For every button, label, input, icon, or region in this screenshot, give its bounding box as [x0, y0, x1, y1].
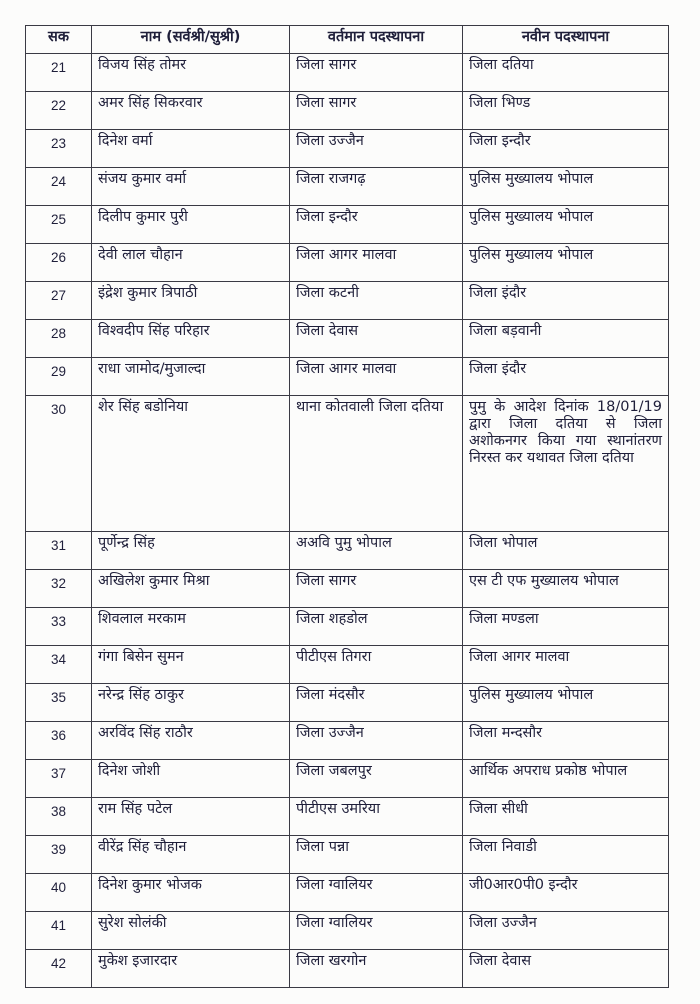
serial-cell: 28: [26, 320, 92, 358]
current-posting-cell: अअवि पुमु भोपाल: [290, 532, 463, 570]
serial-cell: 25: [26, 206, 92, 244]
name-cell: अमर सिंह सिकरवार: [92, 92, 290, 130]
table-row: [26, 722, 669, 760]
table-row: [26, 836, 669, 874]
table-row: [26, 168, 669, 206]
current-posting-cell: जिला सागर: [290, 54, 463, 92]
table-row: [26, 608, 669, 646]
new-posting-cell: जिला उज्जैन: [463, 912, 669, 950]
current-posting-cell: जिला जबलपुर: [290, 760, 463, 798]
table-row: [26, 646, 669, 684]
table-row: [26, 532, 669, 570]
name-cell: राधा जामोद/मुजाल्दा: [92, 358, 290, 396]
name-cell: गंगा बिसेन सुमन: [92, 646, 290, 684]
serial-cell: 29: [26, 358, 92, 396]
name-cell: विश्वदीप सिंह परिहार: [92, 320, 290, 358]
current-posting-cell: जिला ग्वालियर: [290, 874, 463, 912]
new-posting-cell: पुलिस मुख्यालय भोपाल: [463, 206, 669, 244]
current-posting-cell: जिला सागर: [290, 570, 463, 608]
new-posting-cell: जिला इन्दौर: [463, 130, 669, 168]
table-row: [26, 912, 669, 950]
new-posting-cell: जिला भिण्ड: [463, 92, 669, 130]
table-row: [26, 206, 669, 244]
table-row: [26, 92, 669, 130]
name-cell: अरविंद सिंह राठौर: [92, 722, 290, 760]
table-row: [26, 54, 669, 92]
serial-cell: 42: [26, 950, 92, 988]
new-posting-cell: जिला दतिया: [463, 54, 669, 92]
current-posting-cell: जिला देवास: [290, 320, 463, 358]
new-posting-cell: जिला भोपाल: [463, 532, 669, 570]
header-new-posting: नवीन पदस्थापना: [463, 26, 669, 54]
name-cell: इंद्रेश कुमार त्रिपाठी: [92, 282, 290, 320]
new-posting-cell: जिला मण्डला: [463, 608, 669, 646]
current-posting-cell: जिला आगर मालवा: [290, 358, 463, 396]
serial-cell: 21: [26, 54, 92, 92]
table-row: [26, 320, 669, 358]
transfer-table: [25, 25, 669, 988]
table-header-row: [26, 26, 669, 54]
name-cell: दिलीप कुमार पुरी: [92, 206, 290, 244]
serial-cell: 34: [26, 646, 92, 684]
serial-cell: 32: [26, 570, 92, 608]
table-row: [26, 798, 669, 836]
table-row: [26, 244, 669, 282]
table-row: [26, 760, 669, 798]
new-posting-cell: जिला निवाडी: [463, 836, 669, 874]
current-posting-cell: जिला उज्जैन: [290, 722, 463, 760]
name-cell: संजय कुमार वर्मा: [92, 168, 290, 206]
new-posting-cell: जी0आर0पी0 इन्दौर: [463, 874, 669, 912]
new-posting-cell: जिला आगर मालवा: [463, 646, 669, 684]
serial-cell: 26: [26, 244, 92, 282]
current-posting-cell: जिला सागर: [290, 92, 463, 130]
new-posting-cell: पुलिस मुख्यालय भोपाल: [463, 244, 669, 282]
new-posting-cell: एस टी एफ मुख्यालय भोपाल: [463, 570, 669, 608]
current-posting-cell: जिला ग्वालियर: [290, 912, 463, 950]
header-name: नाम (सर्वश्री/सुश्री): [92, 26, 290, 54]
serial-cell: 40: [26, 874, 92, 912]
current-posting-cell: जिला उज्जैन: [290, 130, 463, 168]
name-cell: मुकेश इजारदार: [92, 950, 290, 988]
current-posting-cell: जिला कटनी: [290, 282, 463, 320]
name-cell: सुरेश सोलंकी: [92, 912, 290, 950]
current-posting-cell: पीटीएस उमरिया: [290, 798, 463, 836]
name-cell: नरेन्द्र सिंह ठाकुर: [92, 684, 290, 722]
name-cell: वीरेंद्र सिंह चौहान: [92, 836, 290, 874]
name-cell: देवी लाल चौहान: [92, 244, 290, 282]
serial-cell: 36: [26, 722, 92, 760]
current-posting-cell: जिला आगर मालवा: [290, 244, 463, 282]
name-cell: शिवलाल मरकाम: [92, 608, 290, 646]
current-posting-cell: जिला शहडोल: [290, 608, 463, 646]
table-row: [26, 282, 669, 320]
name-cell: पूर्णेन्द्र सिंह: [92, 532, 290, 570]
serial-cell: 27: [26, 282, 92, 320]
new-posting-cell: आर्थिक अपराध प्रकोष्ठ भोपाल: [463, 760, 669, 798]
new-posting-cell: पुमु के आदेश दिनांक 18/01/19 द्वारा जिला दतिया से जिला अशोकनगर किया गया स्थानांतरण निरस्त कर यथावत जिला दतिया: [463, 396, 669, 532]
name-cell: विजय सिंह तोमर: [92, 54, 290, 92]
table-row: [26, 130, 669, 168]
new-posting-cell: जिला बड़वानी: [463, 320, 669, 358]
current-posting-cell: जिला पन्ना: [290, 836, 463, 874]
new-posting-cell: पुलिस मुख्यालय भोपाल: [463, 684, 669, 722]
name-cell: अखिलेश कुमार मिश्रा: [92, 570, 290, 608]
header-current-posting: वर्तमान पदस्थापना: [290, 26, 463, 54]
serial-cell: 30: [26, 396, 92, 532]
name-cell: दिनेश कुमार भोजक: [92, 874, 290, 912]
new-posting-cell: जिला इंदौर: [463, 282, 669, 320]
new-posting-cell: जिला देवास: [463, 950, 669, 988]
name-cell: दिनेश वर्मा: [92, 130, 290, 168]
current-posting-cell: जिला इन्दौर: [290, 206, 463, 244]
table-row: [26, 950, 669, 988]
table-row: [26, 358, 669, 396]
serial-cell: 22: [26, 92, 92, 130]
serial-cell: 23: [26, 130, 92, 168]
new-posting-cell: पुलिस मुख्यालय भोपाल: [463, 168, 669, 206]
current-posting-cell: जिला राजगढ़: [290, 168, 463, 206]
table-row: [26, 874, 669, 912]
serial-cell: 33: [26, 608, 92, 646]
serial-cell: 37: [26, 760, 92, 798]
serial-cell: 35: [26, 684, 92, 722]
new-posting-cell: जिला सीधी: [463, 798, 669, 836]
current-posting-cell: जिला खरगोन: [290, 950, 463, 988]
name-cell: शेर सिंह बडोनिया: [92, 396, 290, 532]
new-posting-cell: जिला मन्दसौर: [463, 722, 669, 760]
table-row: [26, 684, 669, 722]
name-cell: दिनेश जोशी: [92, 760, 290, 798]
current-posting-cell: थाना कोतवाली जिला दतिया: [290, 396, 463, 532]
new-posting-cell: जिला इंदौर: [463, 358, 669, 396]
serial-cell: 39: [26, 836, 92, 874]
serial-cell: 41: [26, 912, 92, 950]
header-serial: सक: [26, 26, 92, 54]
serial-cell: 24: [26, 168, 92, 206]
name-cell: राम सिंह पटेल: [92, 798, 290, 836]
current-posting-cell: पीटीएस तिगरा: [290, 646, 463, 684]
serial-cell: 31: [26, 532, 92, 570]
current-posting-cell: जिला मंदसौर: [290, 684, 463, 722]
table-row: [26, 396, 669, 532]
table-row: [26, 570, 669, 608]
serial-cell: 38: [26, 798, 92, 836]
